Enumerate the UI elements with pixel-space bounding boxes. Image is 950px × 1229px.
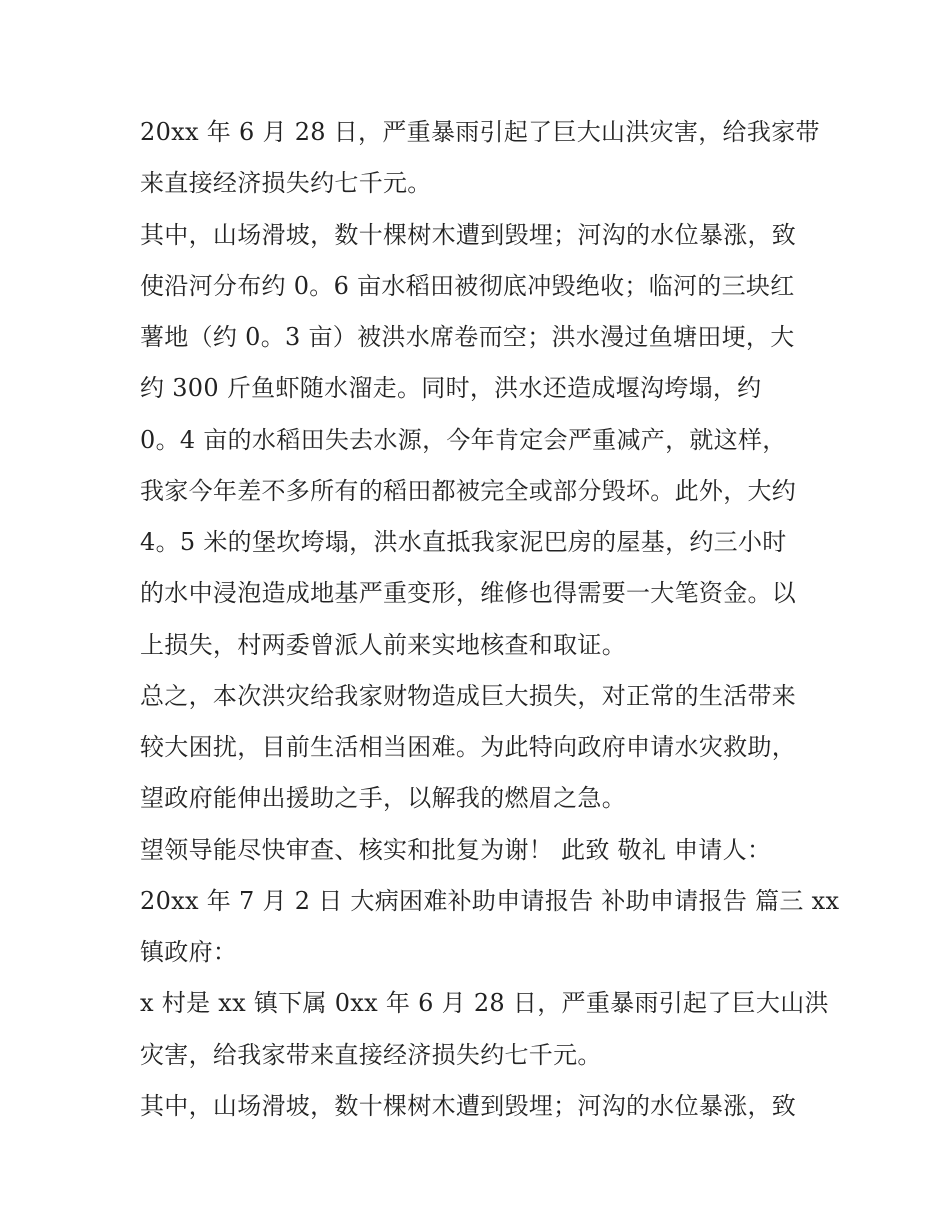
text-line: 来直接经济损失约七千元。 xyxy=(140,169,432,198)
text-line: 约 300 斤鱼虾随水溜走。同时，洪水还造成堰沟垮塌，约 xyxy=(140,374,762,403)
text-line: 其中，山场滑坡，数十棵树木遭到毁埋；河沟的水位暴涨，致 xyxy=(140,220,797,249)
text-line: 望政府能伸出援助之手，以解我的燃眉之急。 xyxy=(140,784,626,813)
text-line: 我家今年差不多所有的稻田都被完全或部分毁坏。此外，大约 xyxy=(140,476,797,505)
text-line: 20xx 年 7 月 2 日 大病困难补助申请报告 补助申请报告 篇三 xx xyxy=(140,886,840,915)
text-line: 灾害，给我家带来直接经济损失约七千元。 xyxy=(140,1040,602,1069)
text-line: 镇政府： xyxy=(140,938,238,966)
text-line: 的水中浸泡造成地基严重变形，维修也得需要一大笔资金。以 xyxy=(140,579,797,608)
text-line: 望领导能尽快审查、核实和批复为谢！ 此致 敬礼 申请人： xyxy=(140,835,772,864)
text-line: 上损失，村两委曾派人前来实地核查和取证。 xyxy=(140,630,626,659)
text-line: 使沿河分布约 0。6 亩水稻田被彻底冲毁绝收；临河的三块红 xyxy=(140,271,795,300)
document-body xyxy=(140,107,840,1132)
text-line: 0。4 亩的水稻田失去水源，今年肯定会严重减产，就这样， xyxy=(140,425,787,454)
text-line: 总之，本次洪灾给我家财物造成巨大损失，对正常的生活带来 xyxy=(140,681,797,710)
text-line: 较大困扰，目前生活相当困难。为此特向政府申请水灾救助， xyxy=(140,733,797,761)
text-line: x 村是 xx 镇下属 0xx 年 6 月 28 日，严重暴雨引起了巨大山洪 xyxy=(140,989,829,1018)
text-line: 4。5 米的堡坎垮塌，洪水直抵我家泥巴房的屋基，约三小时 xyxy=(140,528,787,556)
text-line: 20xx 年 6 月 28 日，严重暴雨引起了巨大山洪灾害，给我家带 xyxy=(140,118,820,146)
text-line: 薯地（约 0。3 亩）被洪水席卷而空；洪水漫过鱼塘田埂，大 xyxy=(140,323,795,351)
text-line: 其中，山场滑坡，数十棵树木遭到毁埋；河沟的水位暴涨，致 xyxy=(140,1091,797,1120)
